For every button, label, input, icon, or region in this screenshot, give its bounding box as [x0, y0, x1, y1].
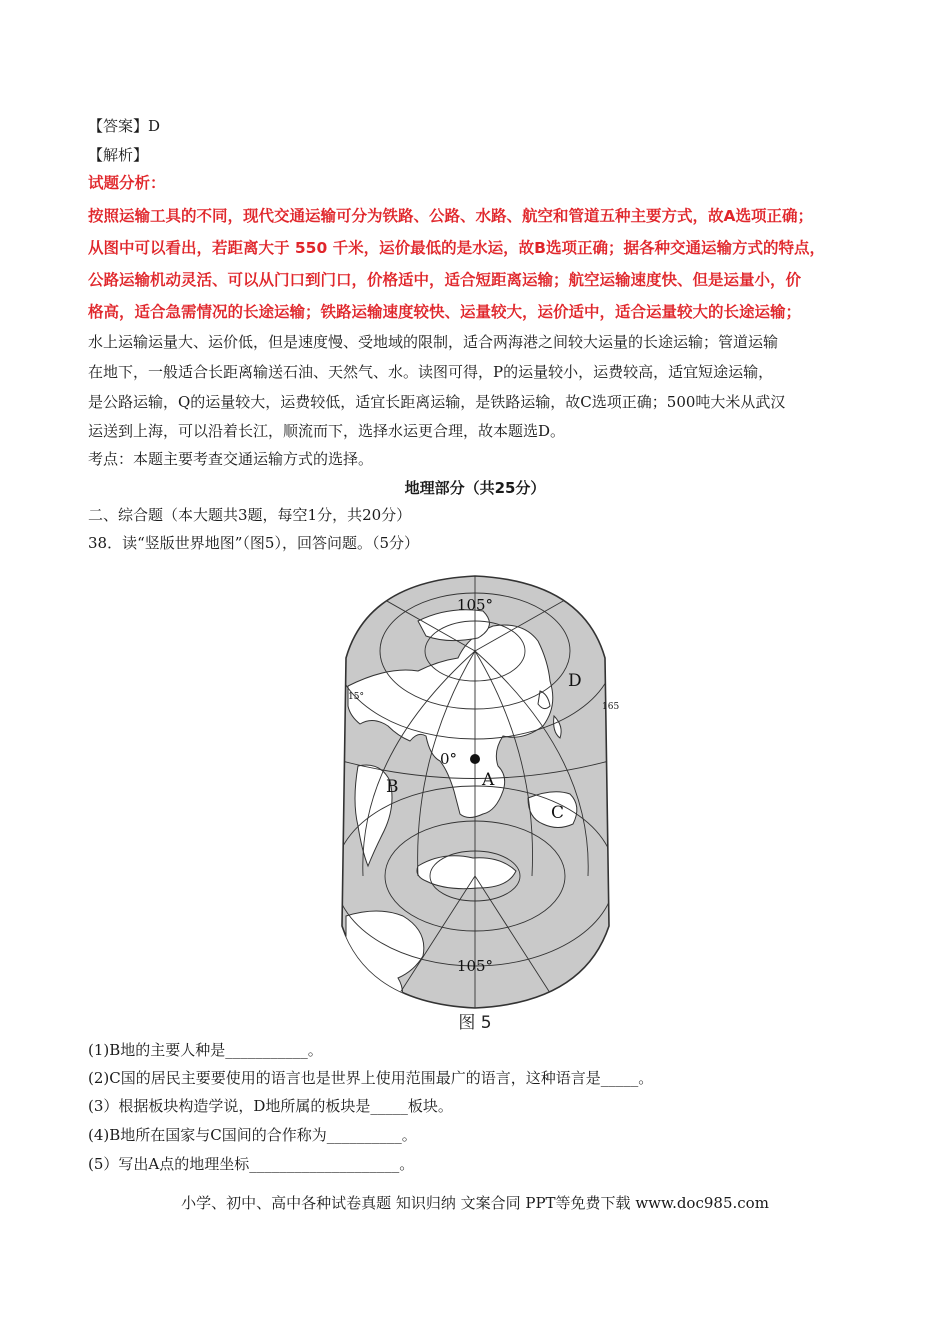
question-2: (2)C国的居民主要要使用的语言也是世界上使用范围最广的语言，这种语言是_____。 — [88, 1069, 654, 1087]
kaodian-line: 考点：本题主要考查交通运输方式的选择。 — [88, 450, 374, 468]
analysis-title: 试题分析： — [88, 174, 166, 192]
label-B: B — [386, 777, 399, 797]
label-bottom-105: 105° — [456, 957, 494, 975]
analysis-red-line-3: 公路运输机动灵活、可以从门口到门口，价格适中，适合短距离运输；航空运输速度快、但是运量小，价 — [88, 271, 802, 289]
question-1: (1)B地的主要人种是___________。 — [88, 1041, 323, 1059]
section-title: 地理部分（共25分） — [404, 479, 546, 497]
answer-line: 【答案】D — [88, 117, 161, 135]
world-map — [318, 566, 633, 1036]
world-map-figure — [318, 566, 633, 1036]
question-4: (4)B地所在国家与C国间的合作称为__________。 — [88, 1126, 417, 1144]
analysis-line-8: 运送到上海，可以沿着长江，顺流而下，选择水运更合理，故本题选D。 — [88, 422, 566, 440]
label-D: D — [568, 671, 582, 691]
part-two-heading: 二、综合题（本大题共3题，每空1分，共20分） — [88, 506, 412, 524]
label-top-105: 105° — [456, 596, 494, 614]
footer-text: 小学、初中、高中各种试卷真题 知识归纳 文案合同 PPT等免费下载 www.doc985.com — [181, 1194, 769, 1212]
analysis-line-6: 在地下，一般适合长距离输送石油、天然气、水。读图可得，P的运量较小，运费较高，适宜短途运输， — [88, 363, 774, 381]
analysis-red-line-1: 按照运输工具的不同，现代交通运输可分为铁路、公路、水路、航空和管道五种主要方式，故A选项正确； — [88, 207, 813, 225]
label-A: A — [482, 770, 495, 790]
question-5: (5）写出A点的地理坐标____________________。 — [88, 1155, 415, 1173]
label-C: C — [551, 803, 565, 823]
label-165: 165 — [602, 702, 620, 712]
label-15: 15° — [348, 692, 364, 702]
label-0-degrees: 0° — [440, 750, 458, 768]
analysis-heading: 【解析】 — [88, 146, 149, 164]
question-38: 38．读“竖版世界地图”（图5），回答问题。（5分） — [88, 534, 420, 552]
figure-caption: 图 5 — [458, 1013, 492, 1033]
analysis-red-line-4: 格高，适合急需情况的长途运输；铁路运输速度较快、运量较大，运价适中，适合运量较大的长途运输； — [88, 303, 802, 321]
analysis-line-7: 是公路运输，Q的运量较大，运费较低，适宜长距离运输，是铁路运输，故C选项正确；500吨大米从武汉 — [88, 393, 786, 411]
analysis-line-5: 水上运输运量大、运价低，但是速度慢、受地域的限制，适合两海港之间较大运量的长途运输；管道运输 — [88, 333, 779, 351]
question-3: (3）根据板块构造学说，D地所属的板块是_____板块。 — [88, 1097, 453, 1115]
point-A — [470, 754, 480, 764]
analysis-red-line-2: 从图中可以看出，若距离大于 550 千米，运价最低的是水运，故B选项正确；据各种交通运输方式的特点， — [88, 239, 825, 257]
